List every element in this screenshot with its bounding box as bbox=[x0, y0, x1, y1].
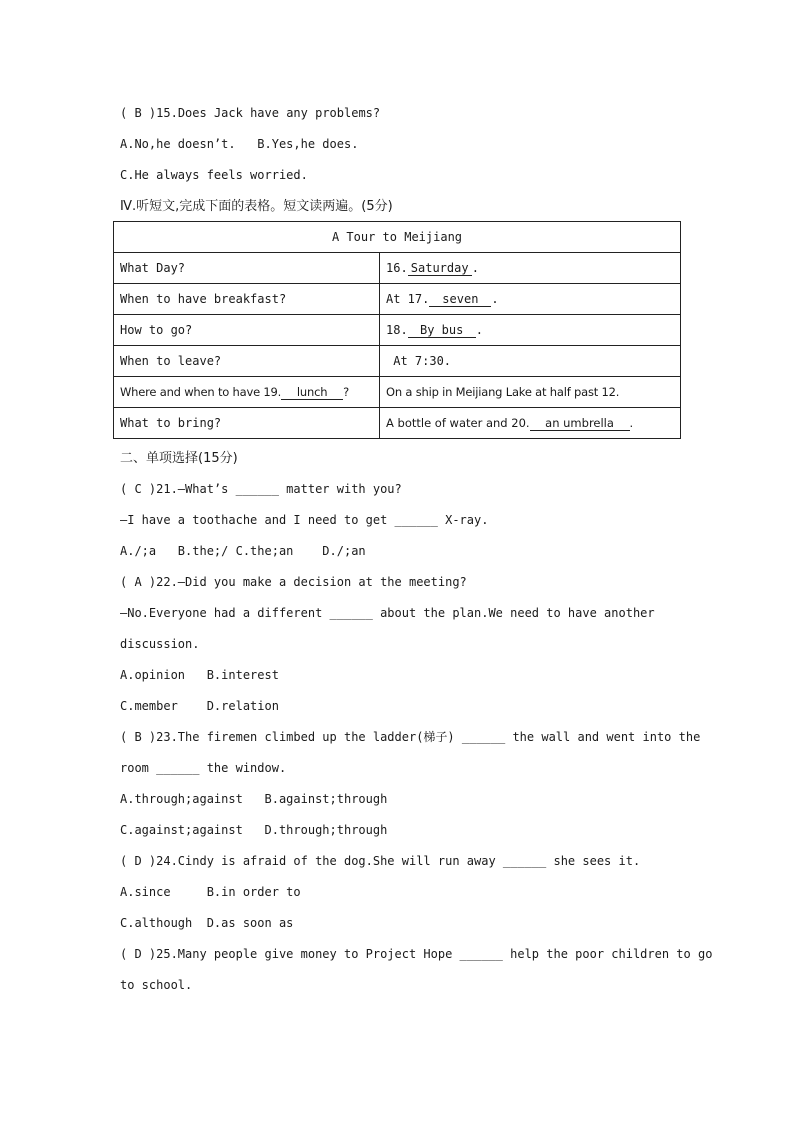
punct: . bbox=[491, 291, 499, 306]
fill-answer: Saturday bbox=[408, 261, 472, 276]
row-question: How to go? bbox=[114, 315, 380, 346]
tour-table bbox=[113, 221, 681, 439]
q15-number: 15 bbox=[156, 106, 171, 120]
table-row bbox=[114, 284, 681, 315]
q23-line2: room ______ the window. bbox=[120, 761, 287, 775]
table-row bbox=[114, 315, 681, 346]
fill-answer: lunch bbox=[281, 385, 343, 400]
q22-line2: —No.Everyone had a different ______ about the plan.We need to have another bbox=[120, 606, 655, 620]
section4-heading: Ⅳ.听短文,完成下面的表格。短文读两遍。(5分) bbox=[120, 199, 393, 214]
q24-line1: ( D )24.Cindy is afraid of the dog.She will run away ______ she sees it. bbox=[120, 854, 641, 868]
q15-option-c: C.He always feels worried. bbox=[120, 168, 308, 182]
q25-line2: to school. bbox=[120, 978, 193, 992]
single-choice-section bbox=[120, 445, 713, 1003]
q25-line1: ( D )25.Many people give money to Project Hope ______ help the poor children to go bbox=[120, 947, 713, 961]
punct: ? bbox=[343, 384, 350, 399]
q22-options-ab: A.opinion B.interest bbox=[120, 668, 279, 682]
punct: . bbox=[629, 415, 634, 430]
table-row bbox=[114, 377, 681, 408]
row-answer bbox=[380, 346, 681, 377]
q23-options-cd: C.against;against D.through;through bbox=[120, 823, 388, 837]
table-title: A Tour to Meijiang bbox=[114, 222, 681, 253]
blank-number: At 17. bbox=[386, 291, 430, 306]
q22-options-cd: C.member D.relation bbox=[120, 699, 279, 713]
q22-line1: ( A )22.—Did you make a decision at the meeting? bbox=[120, 575, 467, 589]
q23-line1: ( B )23.The firemen climbed up the ladder(梯子) ______ the wall and went into the bbox=[120, 730, 701, 744]
q21-line1: ( C )21.—What’s ______ matter with you? bbox=[120, 482, 402, 496]
row-question: What Day? bbox=[114, 253, 380, 284]
q21-options: A./;a B.the;/ C.the;an D./;an bbox=[120, 544, 366, 558]
row-question: When to leave? bbox=[114, 346, 380, 377]
question-text: Where and when to have 19. bbox=[120, 384, 282, 399]
q15-options-ab: A.No,he doesn’t. B.Yes,he does. bbox=[120, 137, 359, 151]
blank-number: 16. bbox=[386, 260, 408, 275]
row-question: What to bring? bbox=[114, 408, 380, 439]
fill-answer: an umbrella bbox=[530, 416, 630, 431]
row-question bbox=[114, 377, 380, 408]
q15-question: Does Jack have any problems? bbox=[177, 106, 381, 120]
answer-text: At 7:30. bbox=[393, 354, 452, 368]
q22-line3: discussion. bbox=[120, 637, 200, 651]
table-row bbox=[114, 253, 681, 284]
blank-number: 18. bbox=[386, 322, 408, 337]
top-section bbox=[120, 100, 682, 224]
fill-answer: By bus bbox=[408, 323, 476, 338]
row-answer bbox=[380, 408, 681, 439]
row-answer bbox=[380, 284, 681, 315]
fill-answer: seven bbox=[429, 292, 491, 307]
q24-options-ab: A.since B.in order to bbox=[120, 885, 301, 899]
blank-number: A bottle of water and 20. bbox=[386, 415, 530, 430]
row-answer: On a ship in Meijiang Lake at half past 12. bbox=[380, 377, 681, 408]
table-row bbox=[114, 346, 681, 377]
punct: . bbox=[471, 260, 479, 275]
q23-options-ab: A.through;against B.against;through bbox=[120, 792, 388, 806]
q21-line2: —I have a toothache and I need to get ______ X-ray. bbox=[120, 513, 489, 527]
row-question: When to have breakfast? bbox=[114, 284, 380, 315]
row-answer bbox=[380, 315, 681, 346]
q15-answer: B bbox=[134, 106, 142, 120]
table-row bbox=[114, 408, 681, 439]
q15-stem: ( B )15.Does Jack have any problems? bbox=[120, 106, 381, 120]
q24-options-cd: C.although D.as soon as bbox=[120, 916, 294, 930]
table-title-row bbox=[114, 222, 681, 253]
section2-heading: 二、单项选择(15分) bbox=[120, 451, 238, 466]
punct: . bbox=[475, 322, 483, 337]
row-answer bbox=[380, 253, 681, 284]
